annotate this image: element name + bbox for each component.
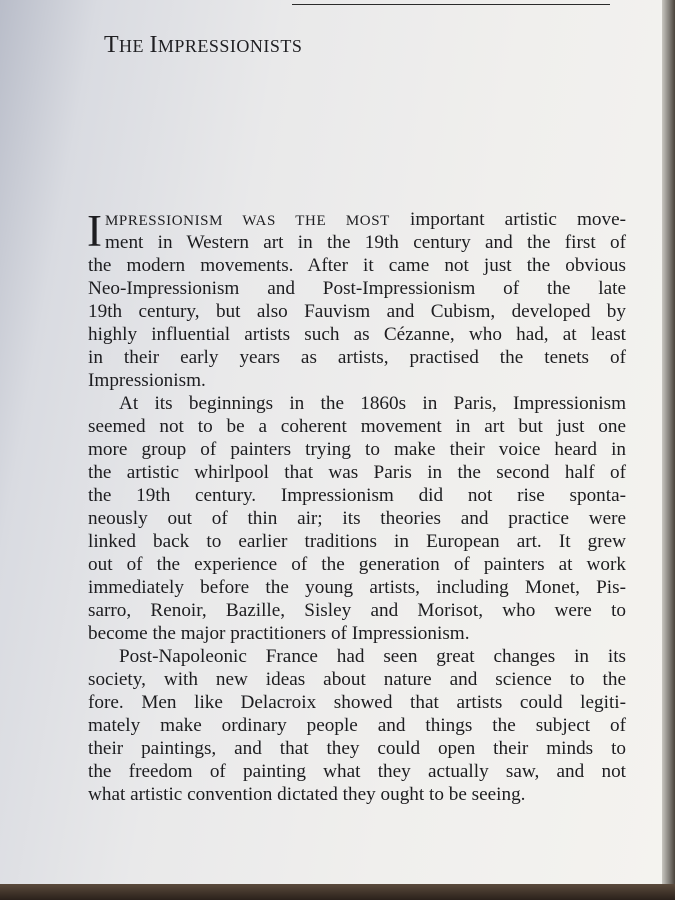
text-line: Post-Napoleonic France had seen great changes in its [119, 646, 626, 667]
text-line: society, with new ideas about nature and science to the [88, 669, 626, 690]
text-line: their paintings, and that they could open their minds to [88, 738, 626, 759]
running-head-initial-1: T [104, 32, 119, 58]
text-line: immediately before the young artists, including Monet, Pis- [88, 577, 626, 598]
running-head-initial-2: I [149, 32, 158, 58]
text-line: the modern movements. After it came not just the obvious [88, 255, 626, 276]
running-head-rest-1: HE [118, 36, 144, 56]
body-text [88, 208, 626, 806]
table-surface [0, 884, 675, 900]
text-line: 19th century, but also Fauvism and Cubism, developed by [88, 301, 626, 322]
text-line: what artistic convention dictated they ought to be seeing. [88, 784, 526, 805]
text-line: the artistic whirlpool that was Paris in the second half of [88, 462, 626, 483]
text-line: highly influential artists such as Cézanne, who had, at least [88, 324, 626, 345]
text-line: linked back to earlier traditions in European art. It grew [88, 531, 626, 552]
text-line: out of the experience of the generation of painters at work [88, 554, 626, 575]
top-rule [292, 4, 610, 5]
text-line: At its beginnings in the 1860s in Paris, Impressionism [119, 393, 626, 414]
text-line: sarro, Renoir, Bazille, Sisley and Morisot, who were to [88, 600, 626, 621]
text-line: seemed not to be a coherent movement in art but just one [88, 416, 626, 437]
running-head [104, 32, 302, 59]
text-line: more group of painters trying to make their voice heard in [88, 439, 626, 460]
page-edge [662, 0, 675, 900]
drop-cap: I [87, 206, 102, 256]
text-line: Impressionism. [88, 370, 206, 391]
text-line: neously out of thin air; its theories and practice were [88, 508, 626, 529]
text-line: ment in Western art in the 19th century and the first of [105, 232, 626, 253]
text-line: Neo-Impressionism and Post-Impressionism of the late [88, 278, 626, 299]
text-line [88, 208, 626, 231]
text-line: in their early years as artists, practised the tenets of [88, 347, 626, 368]
text-line: mately make ordinary people and things the subject of [88, 715, 626, 736]
text-line: become the major practitioners of Impressionism. [88, 623, 470, 644]
text-line: fore. Men like Delacroix showed that artists could legiti- [88, 692, 626, 713]
text-line: the 19th century. Impressionism did not rise sponta- [88, 485, 626, 506]
line-text: important artistic move- [410, 209, 626, 230]
running-head-rest-2: MPRESSIONISTS [157, 36, 303, 56]
smallcaps-opening: MPRESSIONISM WAS THE MOST [105, 213, 390, 229]
text-line: the freedom of painting what they actually saw, and not [88, 761, 626, 782]
